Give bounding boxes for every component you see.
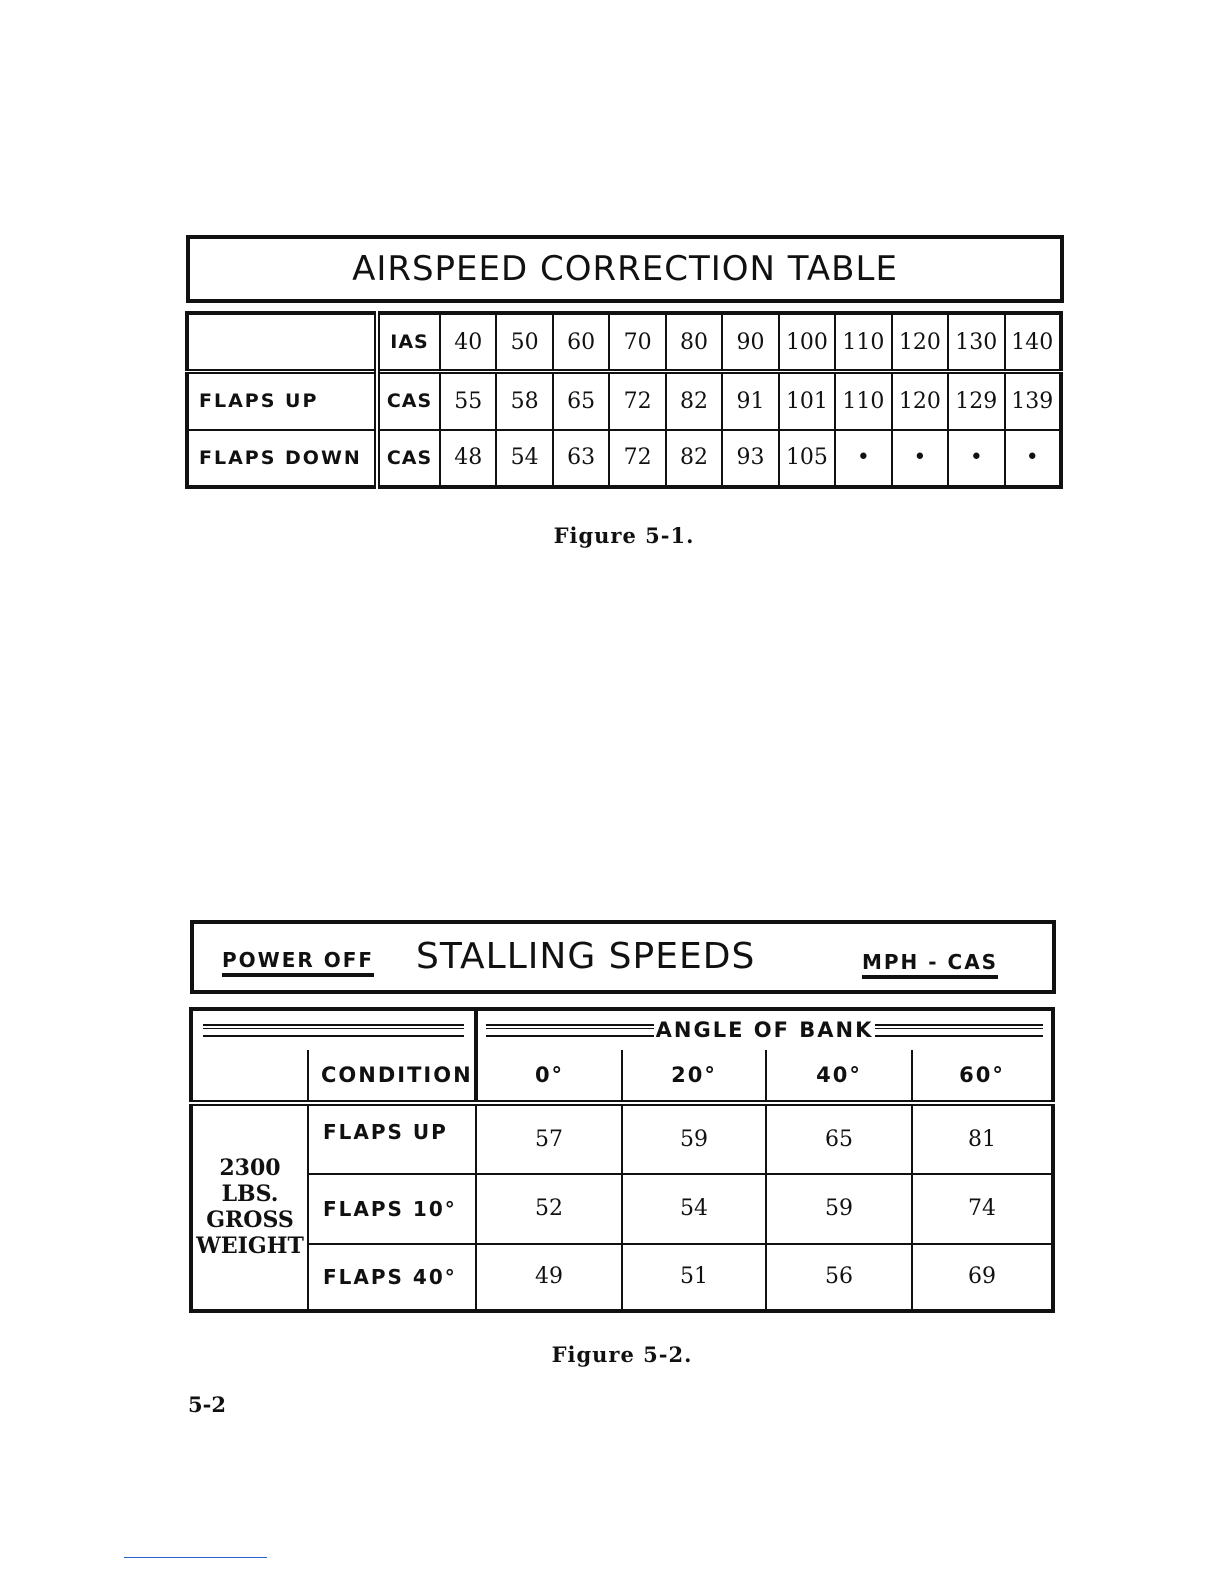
blank-header-cell bbox=[187, 313, 377, 372]
angle-header: 60° bbox=[912, 1050, 1053, 1103]
cas-value: 139 bbox=[1005, 372, 1061, 430]
cas-value: • bbox=[892, 430, 948, 487]
cas-value: 72 bbox=[609, 372, 665, 430]
angle-of-bank-header bbox=[476, 1009, 1053, 1050]
stalling-speeds-title-box bbox=[190, 920, 1056, 994]
ias-value: 100 bbox=[779, 313, 835, 372]
cas-value: 63 bbox=[553, 430, 609, 487]
speed-value: 54 bbox=[622, 1174, 766, 1243]
ias-value: 80 bbox=[666, 313, 722, 372]
ias-value: 140 bbox=[1005, 313, 1061, 372]
cas-value: • bbox=[948, 430, 1004, 487]
airspeed-correction-table bbox=[185, 311, 1063, 489]
weight-line: 2300 LBS. bbox=[219, 1155, 281, 1208]
table-row bbox=[187, 313, 1061, 372]
ias-value: 120 bbox=[892, 313, 948, 372]
ias-label: IAS bbox=[377, 313, 440, 372]
condition-label: FLAPS 10° bbox=[308, 1174, 476, 1243]
weight-line: WEIGHT bbox=[196, 1233, 304, 1260]
cas-label: CAS bbox=[377, 430, 440, 487]
angle-header: 0° bbox=[476, 1050, 622, 1103]
speed-value: 49 bbox=[476, 1244, 622, 1311]
cas-value: 110 bbox=[835, 372, 891, 430]
header-rule-cell bbox=[191, 1009, 476, 1050]
ias-value: 110 bbox=[835, 313, 891, 372]
angle-of-bank-label: ANGLE OF BANK bbox=[655, 1018, 874, 1043]
cas-value: 55 bbox=[440, 372, 496, 430]
decorative-rule bbox=[203, 1024, 464, 1037]
footnote-rule bbox=[124, 1557, 267, 1558]
cas-value: 72 bbox=[609, 430, 665, 487]
cas-value: 120 bbox=[892, 372, 948, 430]
cas-value: 82 bbox=[666, 372, 722, 430]
speed-value: 69 bbox=[912, 1244, 1053, 1311]
cas-value: • bbox=[835, 430, 891, 487]
flaps-up-label: FLAPS UP bbox=[187, 372, 377, 430]
speed-value: 56 bbox=[766, 1244, 912, 1311]
speed-value: 51 bbox=[622, 1244, 766, 1311]
figure-5-1-caption: Figure 5-1. bbox=[553, 523, 695, 548]
blank-header-cell bbox=[191, 1050, 308, 1103]
ias-value: 90 bbox=[722, 313, 778, 372]
cas-value: 65 bbox=[553, 372, 609, 430]
flaps-down-label: FLAPS DOWN bbox=[187, 430, 377, 487]
angle-header: 20° bbox=[622, 1050, 766, 1103]
table-row bbox=[191, 1103, 1053, 1174]
table-row bbox=[187, 430, 1061, 487]
ias-value: 40 bbox=[440, 313, 496, 372]
cas-value: 105 bbox=[779, 430, 835, 487]
weight-line: GROSS bbox=[206, 1207, 294, 1234]
ias-value: 130 bbox=[948, 313, 1004, 372]
speed-value: 74 bbox=[912, 1174, 1053, 1243]
condition-label: FLAPS 40° bbox=[308, 1244, 476, 1311]
cas-value: 82 bbox=[666, 430, 722, 487]
table-row bbox=[187, 372, 1061, 430]
figure-5-2-caption: Figure 5-2. bbox=[551, 1342, 693, 1367]
ias-value: 50 bbox=[496, 313, 552, 372]
mph-cas-label: MPH - CAS bbox=[862, 950, 998, 979]
condition-label: FLAPS UP bbox=[308, 1103, 476, 1174]
airspeed-table-title: AIRSPEED CORRECTION TABLE bbox=[186, 235, 1064, 303]
decorative-rule bbox=[486, 1024, 654, 1037]
ias-value: 60 bbox=[553, 313, 609, 372]
cas-value: 129 bbox=[948, 372, 1004, 430]
stalling-speeds-table bbox=[189, 1007, 1055, 1313]
cas-label: CAS bbox=[377, 372, 440, 430]
cas-value: • bbox=[1005, 430, 1061, 487]
gross-weight-label bbox=[191, 1103, 308, 1311]
decorative-rule bbox=[875, 1024, 1043, 1037]
cas-value: 101 bbox=[779, 372, 835, 430]
page-number: 5-2 bbox=[188, 1392, 226, 1417]
stalling-speeds-title: STALLING SPEEDS bbox=[416, 936, 756, 977]
cas-value: 93 bbox=[722, 430, 778, 487]
cas-value: 58 bbox=[496, 372, 552, 430]
cas-value: 48 bbox=[440, 430, 496, 487]
power-off-label: POWER OFF bbox=[222, 948, 374, 977]
speed-value: 81 bbox=[912, 1103, 1053, 1174]
angle-header: 40° bbox=[766, 1050, 912, 1103]
speed-value: 59 bbox=[622, 1103, 766, 1174]
speed-value: 52 bbox=[476, 1174, 622, 1243]
table-row bbox=[191, 1050, 1053, 1103]
table-row bbox=[191, 1174, 1053, 1243]
table-row bbox=[191, 1244, 1053, 1311]
cas-value: 54 bbox=[496, 430, 552, 487]
speed-value: 65 bbox=[766, 1103, 912, 1174]
condition-header: CONDITION bbox=[308, 1050, 476, 1103]
speed-value: 57 bbox=[476, 1103, 622, 1174]
ias-value: 70 bbox=[609, 313, 665, 372]
cas-value: 91 bbox=[722, 372, 778, 430]
table-row bbox=[191, 1009, 1053, 1050]
speed-value: 59 bbox=[766, 1174, 912, 1243]
